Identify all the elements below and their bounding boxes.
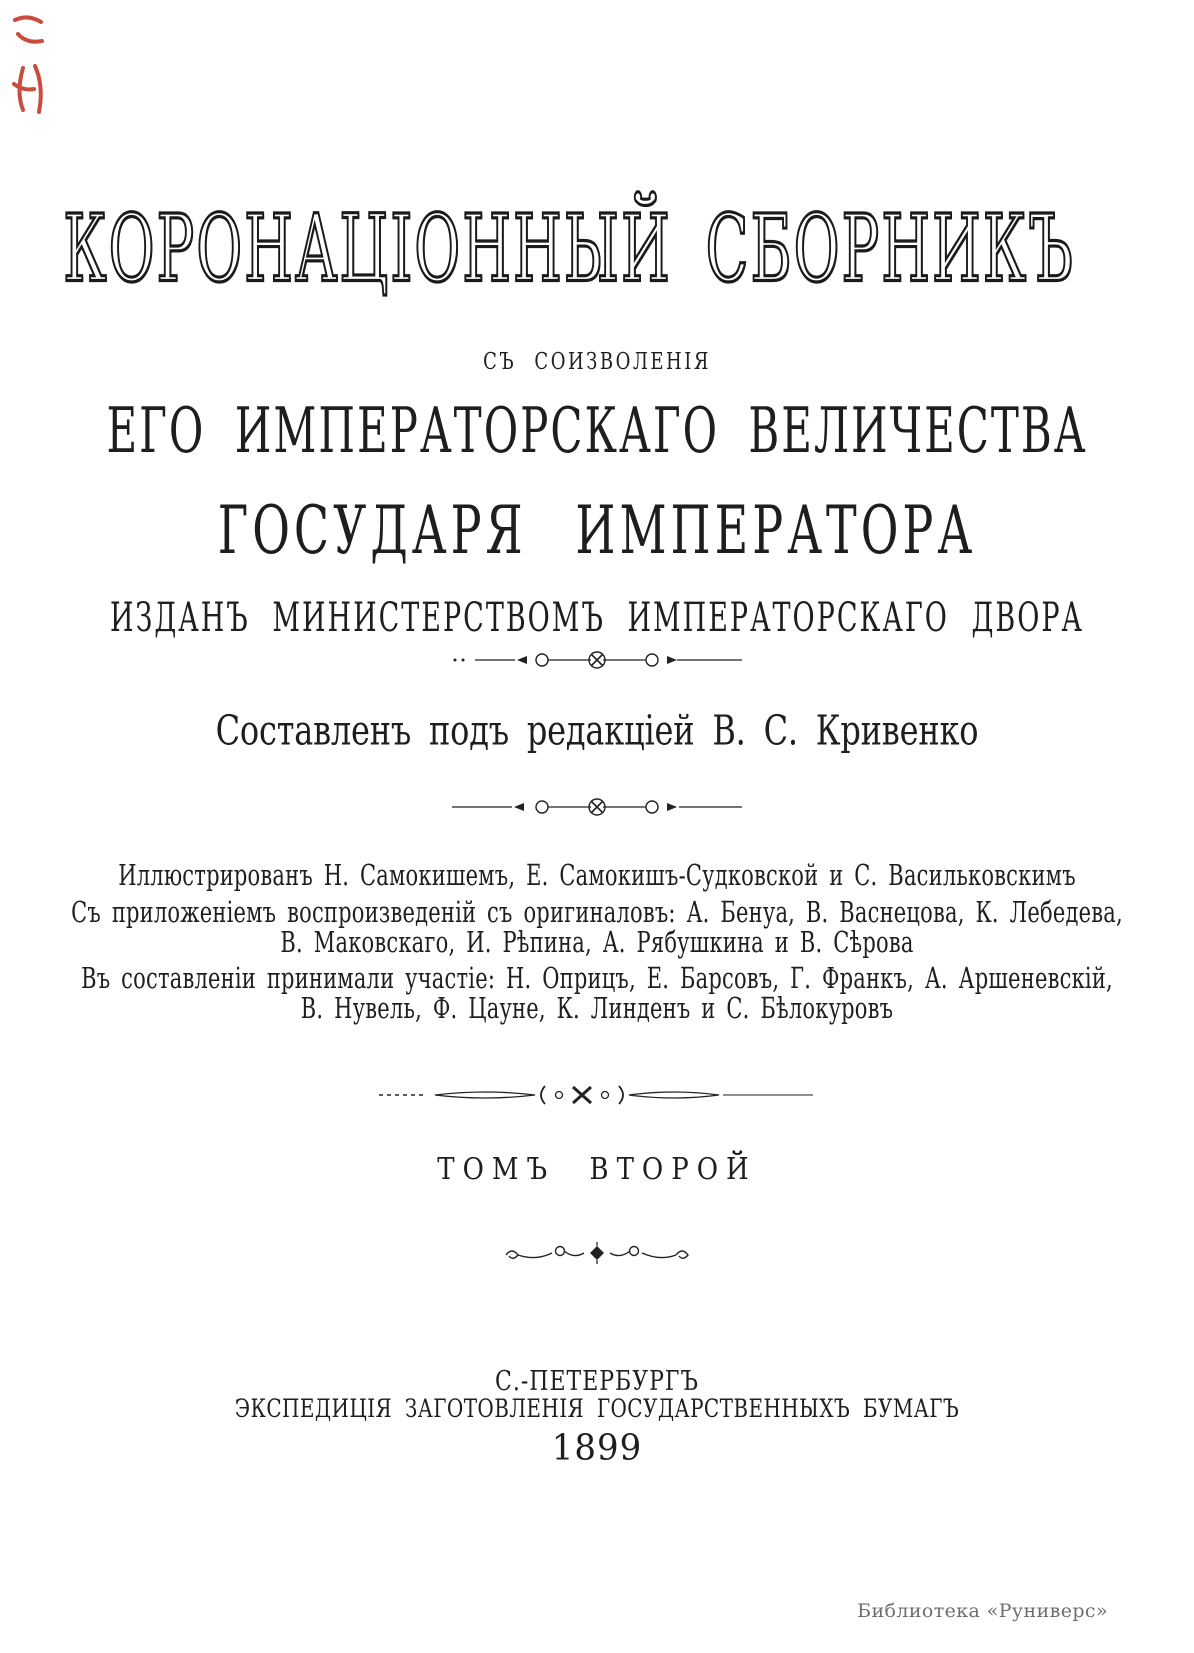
library-watermark: Библиотека «Руниверс» — [857, 1600, 1108, 1622]
book-title-text: КОРОНАЦІОННЫЙ СБОРНИКЪ — [63, 196, 1075, 304]
red-pencil-marks-icon — [8, 12, 52, 122]
title-page: КОРОНАЦІОННЫЙ СБОРНИКЪ СЪ СОИЗВОЛЕНІЯ ЕГО ИМПЕРАТОРСКАГО ВЕЛИЧЕСТВА ГОСУДАРЯ ИМПЕРАТОРА ИЗДАНЪ МИНИСТЕРСТВОМЪ ИМПЕРАТОРСКАГО ДВОРА Составленъ подъ редакціей В. С. Кривенко Иллюстрированъ Н. Самокишемъ, Е. Самокишъ-Судковской и С. Васильковскимъ Съ приложеніемъ воспроизведеній съ оригиналовъ: А. Бенуа, В. Васнецова, К. Лебедева, В. Маковскаго, И. Рѣпина, А. Рябушкина и В. Сѣрова Въ составленіи принимали участіе: Н. Оприцъ, Е. Барсовъ, Г. Франкъ, А. Аршеневскій, В. Нувель, Ф. Цауне, К. Линденъ и С. Бѣлокуровъ ТОМЪ ВТОРОЙ С.-ПЕТЕРБУРГЪ ЭКСПЕДИЦІЯ ЗАГОТОВЛЕНІЯ ГОСУДАРСТВЕННЫХЪ БУМАГЪ 1899 Библиотека «Руниверс» — [0, 0, 1194, 1653]
